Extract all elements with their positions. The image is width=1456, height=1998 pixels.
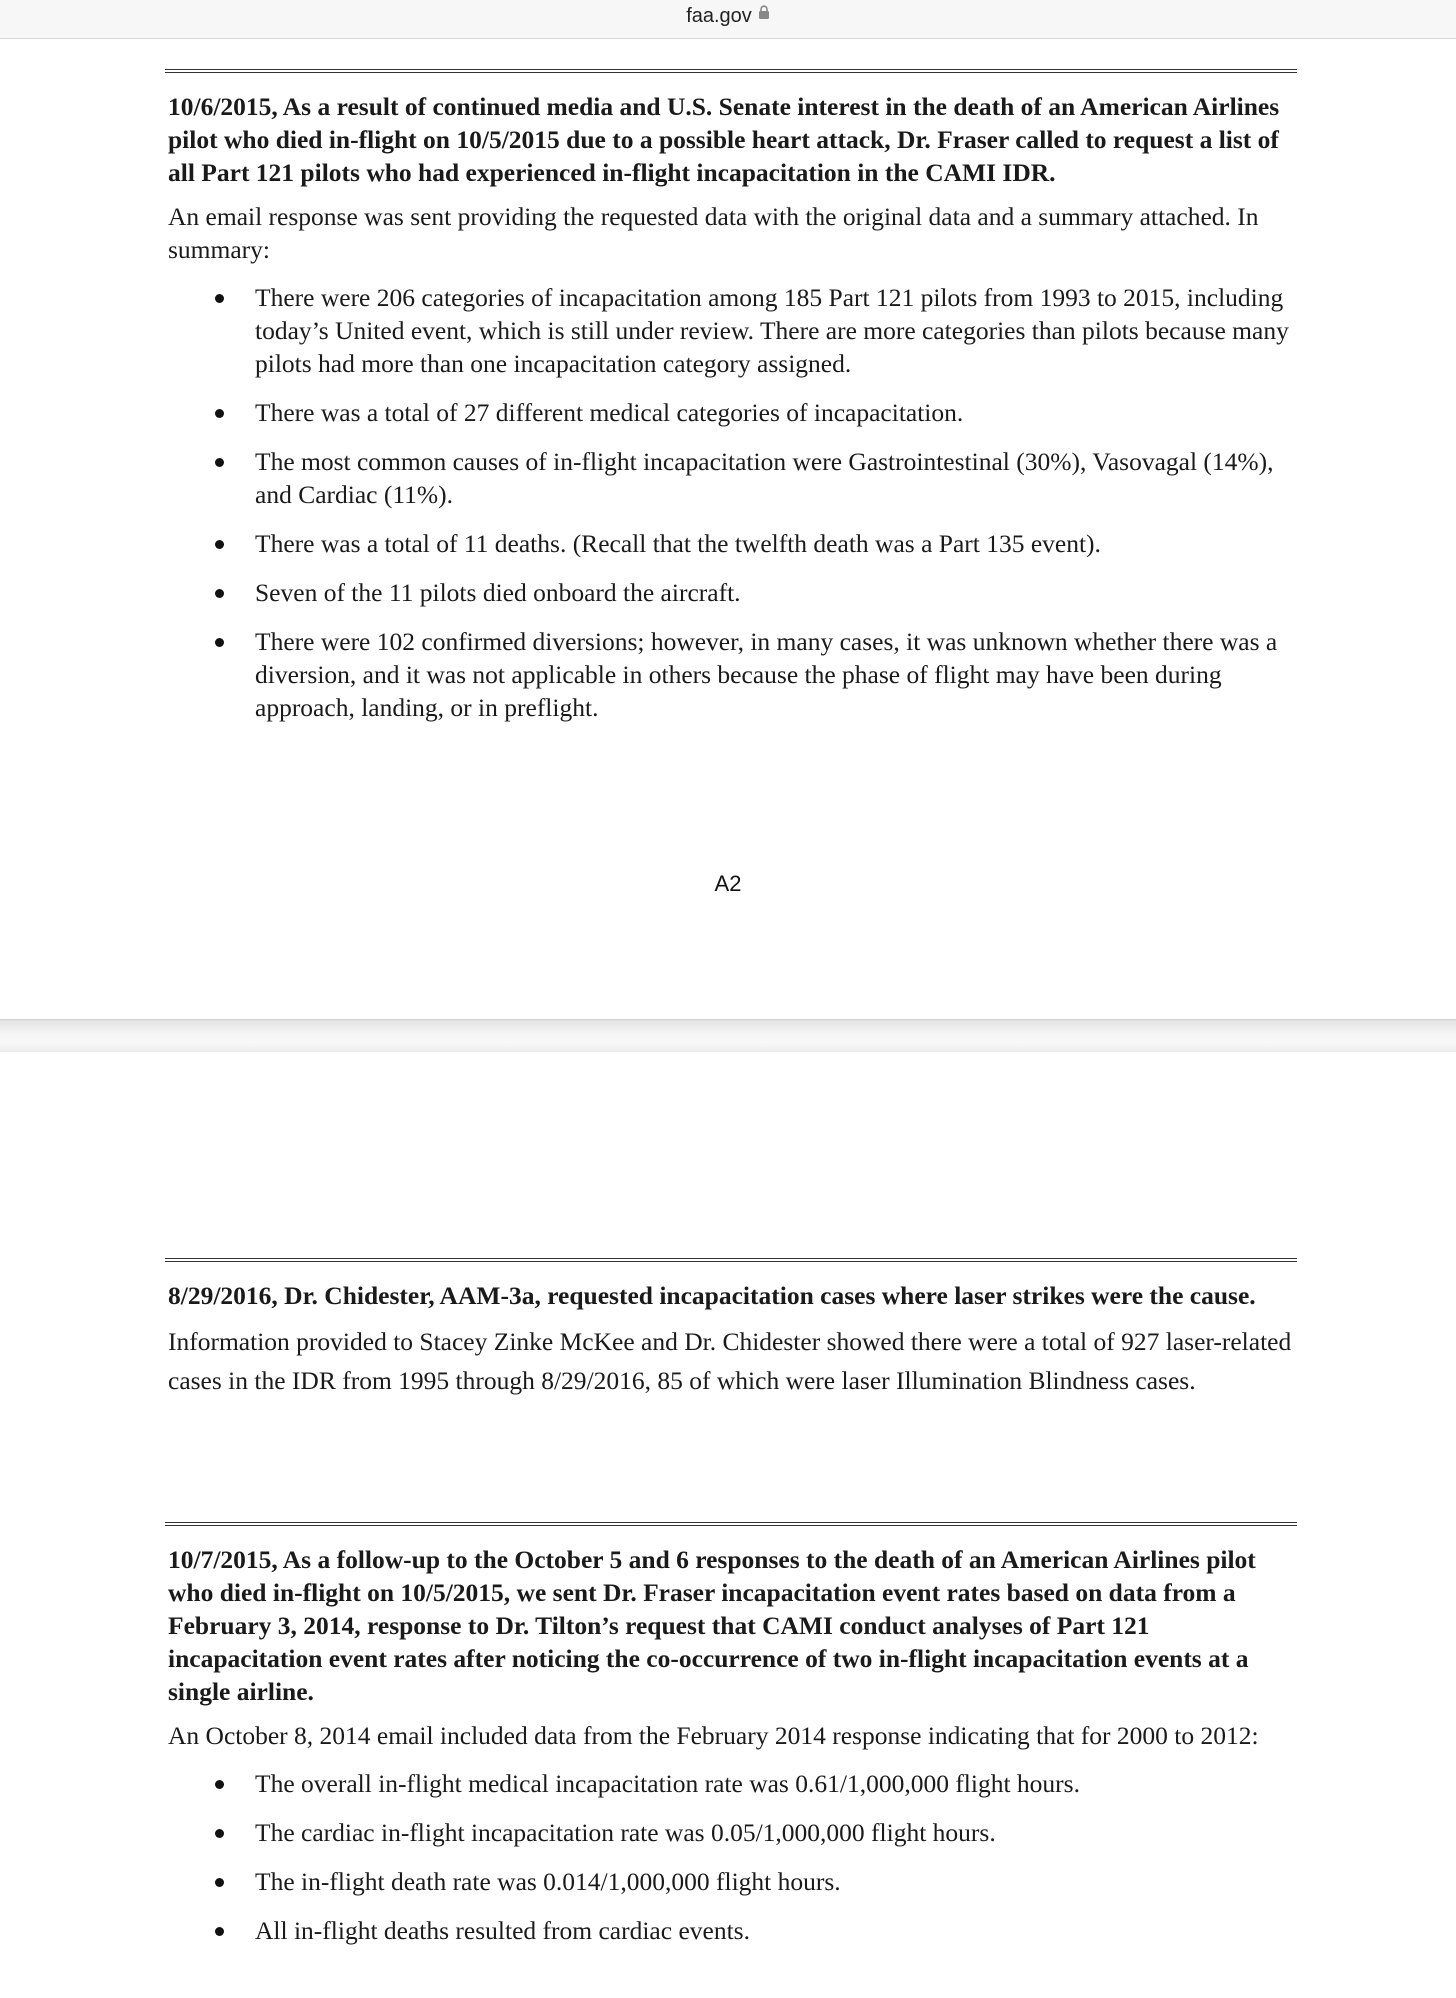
list-item: The overall in-flight medical incapacitation rate was 0.61/1,000,000 flight hours. [168,1767,1293,1800]
entry-2016-08-29 [168,1279,1293,1400]
list-item: Seven of the 11 pilots died onboard the aircraft. [168,576,1293,609]
section-divider [165,1258,1297,1262]
entry-heading: 10/7/2015, As a follow-up to the October 5 and 6 responses to the death of an American Airlines pilot who died in-flight on 10/5/2015, we sent Dr. Fraser incapacitation event rates based on data from a February 3, 2014, response to Dr. Tilton’s request that CAMI conduct analyses of Part 121 incapacitation event rates after noticing the co-occurrence of two in-flight incapacitation events at a single airline. [168,1545,1256,1706]
rates-list [168,1767,1293,1947]
bullet-icon [215,1878,224,1887]
bullet-icon [215,1780,224,1789]
entry-intro: An October 8, 2014 email included data from the February 2014 response indicating that for 2000 to 2012: [168,1721,1259,1750]
url-display[interactable] [0,5,1456,28]
bullet-icon [215,294,224,303]
list-item: There was a total of 27 different medical categories of incapacitation. [168,396,1293,429]
section-divider [165,1522,1297,1526]
browser-address-bar[interactable] [0,0,1456,39]
list-item: The in-flight death rate was 0.014/1,000,000 flight hours. [168,1865,1293,1898]
bullet-icon [215,409,224,418]
entry-heading: 10/6/2015, As a result of continued media and U.S. Senate interest in the death of an American Airlines pilot who died in-flight on 10/5/2015 due to a possible heart attack, Dr. Fraser called to request a list of all Part 121 pilots who had experienced in-flight incapacitation in the CAMI IDR. [168,92,1280,187]
list-item: There was a total of 11 deaths. (Recall that the twelfth death was a Part 135 event). [168,527,1293,560]
entry-2015-10-07 [168,1543,1293,1947]
lock-icon [758,3,770,26]
list-item: The most common causes of in-flight incapacitation were Gastrointestinal (30%), Vasovagal (14%), and Cardiac (11%). [168,445,1293,511]
entry-body: Information provided to Stacey Zinke McKee and Dr. Chidester showed there were a total of 927 laser-related cases in the IDR from 1995 through 8/29/2016, 85 of which were laser Illumination Blindness cases. [168,1327,1292,1395]
bullet-icon [215,638,224,647]
bullet-icon [215,540,224,549]
bullet-icon [215,458,224,467]
document-page-2 [0,1052,1456,1998]
bullet-icon [215,1927,224,1936]
entry-intro: An email response was sent providing the requested data with the original data and a summary attached. In summary: [168,202,1259,264]
summary-list [168,281,1293,724]
list-item: The cardiac in-flight incapacitation rate was 0.05/1,000,000 flight hours. [168,1816,1293,1849]
bullet-icon [215,1829,224,1838]
url-text: faa.gov [686,5,752,27]
list-item: There were 206 categories of incapacitation among 185 Part 121 pilots from 1993 to 2015, including today’s United event, which is still under review. There are more categories than pilots because many pilots had more than one incapacitation category assigned. [168,281,1293,380]
document-page-1 [0,39,1456,1019]
page-separator [0,1019,1456,1053]
section-divider [165,69,1297,73]
list-item: All in-flight deaths resulted from cardiac events. [168,1914,1293,1947]
entry-2015-10-06 [168,90,1293,724]
list-item: There were 102 confirmed diversions; however, in many cases, it was unknown whether there was a diversion, and it was not applicable in others because the phase of flight may have been during approach, landing, or in preflight. [168,625,1293,724]
page-number: A2 [714,871,742,896]
entry-heading: 8/29/2016, Dr. Chidester, AAM-3a, requested incapacitation cases where laser strikes were the cause. [168,1281,1256,1310]
bullet-icon [215,589,224,598]
